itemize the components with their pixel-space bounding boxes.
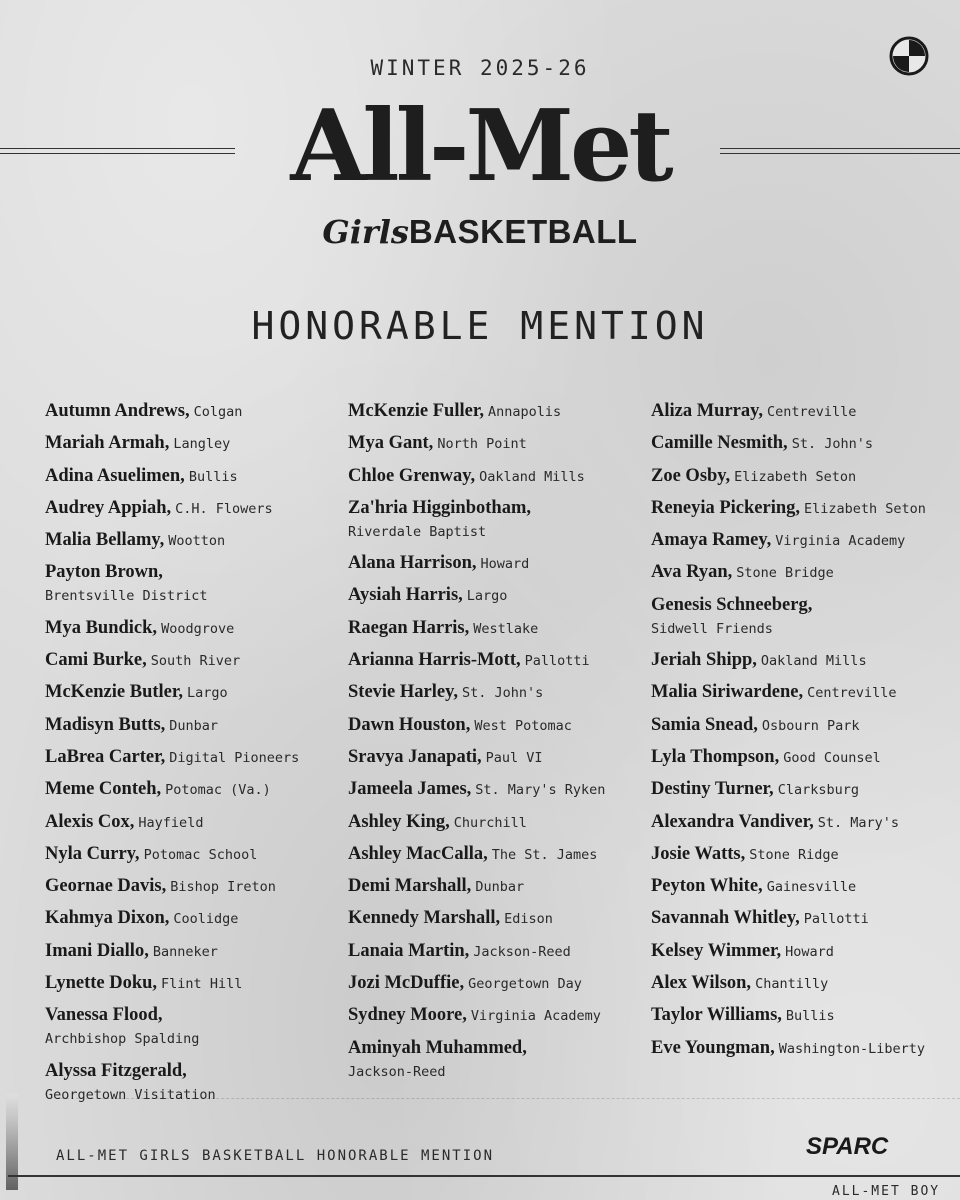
school-name: Potomac School xyxy=(143,846,258,863)
player-name: Ashley MacCalla, xyxy=(348,843,488,864)
honoree-entry xyxy=(651,875,956,899)
section-title: HONORABLE MENTION xyxy=(251,304,709,348)
honoree-entry xyxy=(45,907,335,931)
player-name: Za'hria Higginbotham, xyxy=(348,497,531,518)
player-name: Zoe Osby, xyxy=(651,465,731,486)
honoree-entry xyxy=(45,746,335,770)
footer-caption: ALL-MET GIRLS BASKETBALL HONORABLE MENTION xyxy=(56,1148,495,1164)
player-name: Aminyah Muhammed, xyxy=(348,1037,527,1058)
honoree-entry xyxy=(651,400,956,424)
player-name: Amaya Ramey, xyxy=(651,530,772,551)
player-name: Aliza Murray, xyxy=(651,401,764,421)
school-name: Stone Bridge xyxy=(736,565,834,582)
honoree-entry xyxy=(348,811,643,835)
honoree-entry xyxy=(348,1004,643,1028)
honoree-entry xyxy=(348,875,643,899)
player-name: Jeriah Shipp, xyxy=(651,650,757,671)
school-name: Paul VI xyxy=(485,749,543,766)
honoree-entry xyxy=(348,465,643,489)
honoree-entry xyxy=(651,940,956,964)
player-name: Mya Gant, xyxy=(348,433,434,454)
honoree-entry xyxy=(45,811,335,835)
school-name: Largo xyxy=(466,588,508,605)
player-name: Malia Bellamy, xyxy=(45,530,165,551)
school-name: St. John's xyxy=(791,436,873,453)
school-name: Virginia Academy xyxy=(775,533,906,550)
honoree-entry xyxy=(348,400,643,424)
player-name: Mariah Armah, xyxy=(45,433,170,454)
honoree-entry xyxy=(45,561,335,608)
player-name: Ashley King, xyxy=(348,811,450,832)
honoree-entry xyxy=(651,681,956,705)
school-name: Gainesville xyxy=(766,879,857,896)
honoree-entry xyxy=(651,714,956,738)
honoree-entry xyxy=(651,778,956,802)
school-name: North Point xyxy=(437,436,527,453)
honoree-entry xyxy=(651,843,956,867)
crosshair-circle-icon xyxy=(889,36,929,76)
player-name: Meme Conteh, xyxy=(45,779,162,800)
subtitle-girls: Girls xyxy=(322,213,409,251)
player-name: Peyton White, xyxy=(651,876,763,897)
school-name: Westlake xyxy=(473,620,539,637)
honoree-entry xyxy=(348,617,643,641)
school-name: Howard xyxy=(785,943,834,960)
player-name: Samia Snead, xyxy=(651,714,758,735)
school-name: Dunbar xyxy=(169,717,219,734)
player-name: Camille Nesmith, xyxy=(651,433,788,454)
school-name: Jackson-Reed xyxy=(348,1063,446,1080)
school-name: St. Mary's Ryken xyxy=(475,782,606,799)
honoree-entry xyxy=(45,1004,335,1051)
player-name: Payton Brown, xyxy=(45,562,163,583)
player-name: Lanaia Martin, xyxy=(348,940,470,961)
player-name: Adina Asuelimen, xyxy=(45,465,185,486)
school-name: Elizabeth Seton xyxy=(734,468,857,485)
player-name: Stevie Harley, xyxy=(348,682,458,703)
school-name: Bullis xyxy=(188,468,238,485)
honoree-entry xyxy=(45,843,335,867)
school-name: Bishop Ireton xyxy=(170,879,276,896)
school-name: Brentsville District xyxy=(45,588,208,605)
player-name: Geornae Davis, xyxy=(45,876,167,897)
player-name: Ava Ryan, xyxy=(651,562,733,583)
honoree-entry xyxy=(45,972,335,996)
honoree-entry xyxy=(45,875,335,899)
honoree-entry xyxy=(348,584,643,608)
footer-divider-faint xyxy=(56,1098,960,1099)
honoree-entry xyxy=(651,465,956,489)
honoree-entry xyxy=(45,497,335,521)
honoree-entry xyxy=(651,811,956,835)
honoree-entry xyxy=(651,907,956,931)
honoree-entry xyxy=(45,529,335,553)
honoree-entry xyxy=(45,465,335,489)
player-name: Jameela James, xyxy=(348,779,472,800)
honoree-entry xyxy=(45,617,335,641)
school-name: Sidwell Friends xyxy=(651,620,773,637)
honoree-column-2 xyxy=(348,400,643,1092)
honoree-entry xyxy=(348,681,643,705)
school-name: Annapolis xyxy=(487,404,562,420)
honoree-entry xyxy=(45,1060,335,1107)
school-name: Edison xyxy=(504,911,553,928)
player-name: Demi Marshall, xyxy=(348,876,472,897)
honoree-entry xyxy=(348,907,643,931)
player-name: Vanessa Flood, xyxy=(45,1005,163,1026)
school-name: St. John's xyxy=(461,685,544,702)
school-name: Coolidge xyxy=(173,911,239,928)
honoree-entry xyxy=(651,432,956,456)
school-name: Digital Pioneers xyxy=(169,749,300,766)
player-name: Mya Bundick, xyxy=(45,617,158,638)
school-name: Riverdale Baptist xyxy=(348,523,487,540)
school-name: The St. James xyxy=(491,846,598,863)
player-name: Genesis Schneeberg, xyxy=(651,594,813,615)
player-name: Jozi McDuffie, xyxy=(348,973,465,994)
honoree-entry xyxy=(651,649,956,673)
school-name: Woodgrove xyxy=(161,620,235,637)
school-name: Clarksburg xyxy=(777,782,859,799)
player-name: Destiny Turner, xyxy=(651,779,774,800)
subtitle xyxy=(0,212,960,259)
school-name: Centreville xyxy=(767,404,857,420)
school-name: Good Counsel xyxy=(783,749,881,766)
player-name: Reneyia Pickering, xyxy=(651,497,801,518)
honoree-entry xyxy=(45,432,335,456)
honoree-entry xyxy=(651,497,956,521)
school-name: Largo xyxy=(187,685,228,702)
player-name: Sydney Moore, xyxy=(348,1005,467,1026)
honoree-entry xyxy=(348,714,643,738)
honoree-entry xyxy=(45,778,335,802)
honoree-column-1 xyxy=(45,400,335,1115)
sparc-logo: SPARC xyxy=(806,1133,889,1160)
school-name: Chantilly xyxy=(755,976,829,993)
player-name: Nyla Curry, xyxy=(45,843,140,864)
player-name: Kelsey Wimmer, xyxy=(651,940,782,961)
page-title: All-Met xyxy=(290,89,670,204)
school-name: Churchill xyxy=(453,814,527,831)
player-name: Alana Harrison, xyxy=(348,553,477,574)
honoree-entry xyxy=(45,681,335,705)
school-name: Oakland Mills xyxy=(479,468,585,485)
school-name: Stone Ridge xyxy=(749,846,839,863)
school-name: Potomac (Va.) xyxy=(165,782,271,799)
player-name: Sravya Janapati, xyxy=(348,746,482,767)
honoree-entry xyxy=(651,972,956,996)
school-name: Langley xyxy=(173,436,231,453)
player-name: Alexandra Vandiver, xyxy=(651,811,814,832)
honoree-entry xyxy=(348,972,643,996)
player-name: Lynette Doku, xyxy=(45,973,158,994)
player-name: Arianna Harris-Mott, xyxy=(348,650,521,671)
honoree-entry xyxy=(348,552,643,576)
honoree-entry xyxy=(45,940,335,964)
honoree-entry xyxy=(651,1004,956,1028)
player-name: Josie Watts, xyxy=(651,843,746,864)
school-name: Hayfield xyxy=(138,814,204,831)
subtitle-basketball: BASKETBALL xyxy=(408,213,638,250)
honoree-entry xyxy=(348,497,643,544)
honoree-entry xyxy=(651,1037,956,1061)
school-name: Virginia Academy xyxy=(470,1008,601,1025)
school-name: Georgetown Visitation xyxy=(45,1086,216,1103)
school-name: C.H. Flowers xyxy=(175,500,273,517)
player-name: McKenzie Butler, xyxy=(45,682,184,703)
corner-label: ALL-MET BOY xyxy=(832,1184,941,1199)
honoree-entry xyxy=(651,561,956,585)
honoree-entry xyxy=(348,778,643,802)
player-name: Chloe Grenway, xyxy=(348,465,476,486)
player-name: Raegan Harris, xyxy=(348,617,470,638)
school-name: West Potomac xyxy=(474,717,572,734)
school-name: Pallotti xyxy=(803,911,869,928)
honoree-column-3 xyxy=(651,400,956,1069)
school-name: Bullis xyxy=(785,1008,835,1025)
school-name: Howard xyxy=(480,556,530,573)
honoree-entry xyxy=(45,714,335,738)
school-name: Elizabeth Seton xyxy=(804,500,926,517)
honoree-entry xyxy=(651,746,956,770)
school-name: Archbishop Spalding xyxy=(45,1031,200,1048)
player-name: Lyla Thompson, xyxy=(651,746,780,767)
season-label: WINTER 2025-26 xyxy=(370,56,590,80)
school-name: Pallotti xyxy=(524,653,590,670)
player-name: Alexis Cox, xyxy=(45,811,135,832)
player-name: Audrey Appiah, xyxy=(45,497,172,518)
player-name: Eve Youngman, xyxy=(651,1037,775,1058)
school-name: Wootton xyxy=(168,533,226,550)
player-name: LaBrea Carter, xyxy=(45,746,166,767)
school-name: Jackson-Reed xyxy=(473,943,571,960)
honoree-entry xyxy=(348,1037,643,1084)
honoree-entry xyxy=(348,940,643,964)
player-name: Kahmya Dixon, xyxy=(45,908,170,929)
player-name: Autumn Andrews, xyxy=(45,401,190,421)
school-name: St. Mary's xyxy=(817,814,900,831)
honoree-entry xyxy=(651,594,956,641)
player-name: Kennedy Marshall, xyxy=(348,908,501,929)
player-name: Aysiah Harris, xyxy=(348,585,463,606)
honoree-entry xyxy=(348,843,643,867)
player-name: McKenzie Fuller, xyxy=(348,401,484,421)
school-name: Colgan xyxy=(193,404,243,420)
player-name: Madisyn Butts, xyxy=(45,714,166,735)
honoree-entry xyxy=(651,529,956,553)
player-name: Savannah Whitley, xyxy=(651,908,800,929)
school-name: South River xyxy=(150,653,241,670)
honoree-entry xyxy=(45,649,335,673)
player-name: Taylor Williams, xyxy=(651,1005,782,1026)
player-name: Alex Wilson, xyxy=(651,973,752,994)
player-name: Dawn Houston, xyxy=(348,714,471,735)
school-name: Dunbar xyxy=(475,879,525,896)
player-name: Cami Burke, xyxy=(45,650,147,671)
honoree-entry xyxy=(45,400,335,424)
player-name: Alyssa Fitzgerald, xyxy=(45,1060,187,1081)
school-name: Flint Hill xyxy=(161,976,243,993)
school-name: Centreville xyxy=(807,685,897,702)
school-name: Banneker xyxy=(152,943,218,960)
player-name: Malia Siriwardene, xyxy=(651,682,804,703)
honoree-entry xyxy=(348,746,643,770)
honoree-entry xyxy=(348,649,643,673)
school-name: Osbourn Park xyxy=(761,717,860,734)
school-name: Georgetown Day xyxy=(468,976,582,993)
school-name: Oakland Mills xyxy=(760,653,867,670)
honoree-entry xyxy=(348,432,643,456)
player-name: Imani Diallo, xyxy=(45,940,149,961)
footer-divider xyxy=(8,1175,960,1177)
school-name: Washington-Liberty xyxy=(778,1040,926,1057)
